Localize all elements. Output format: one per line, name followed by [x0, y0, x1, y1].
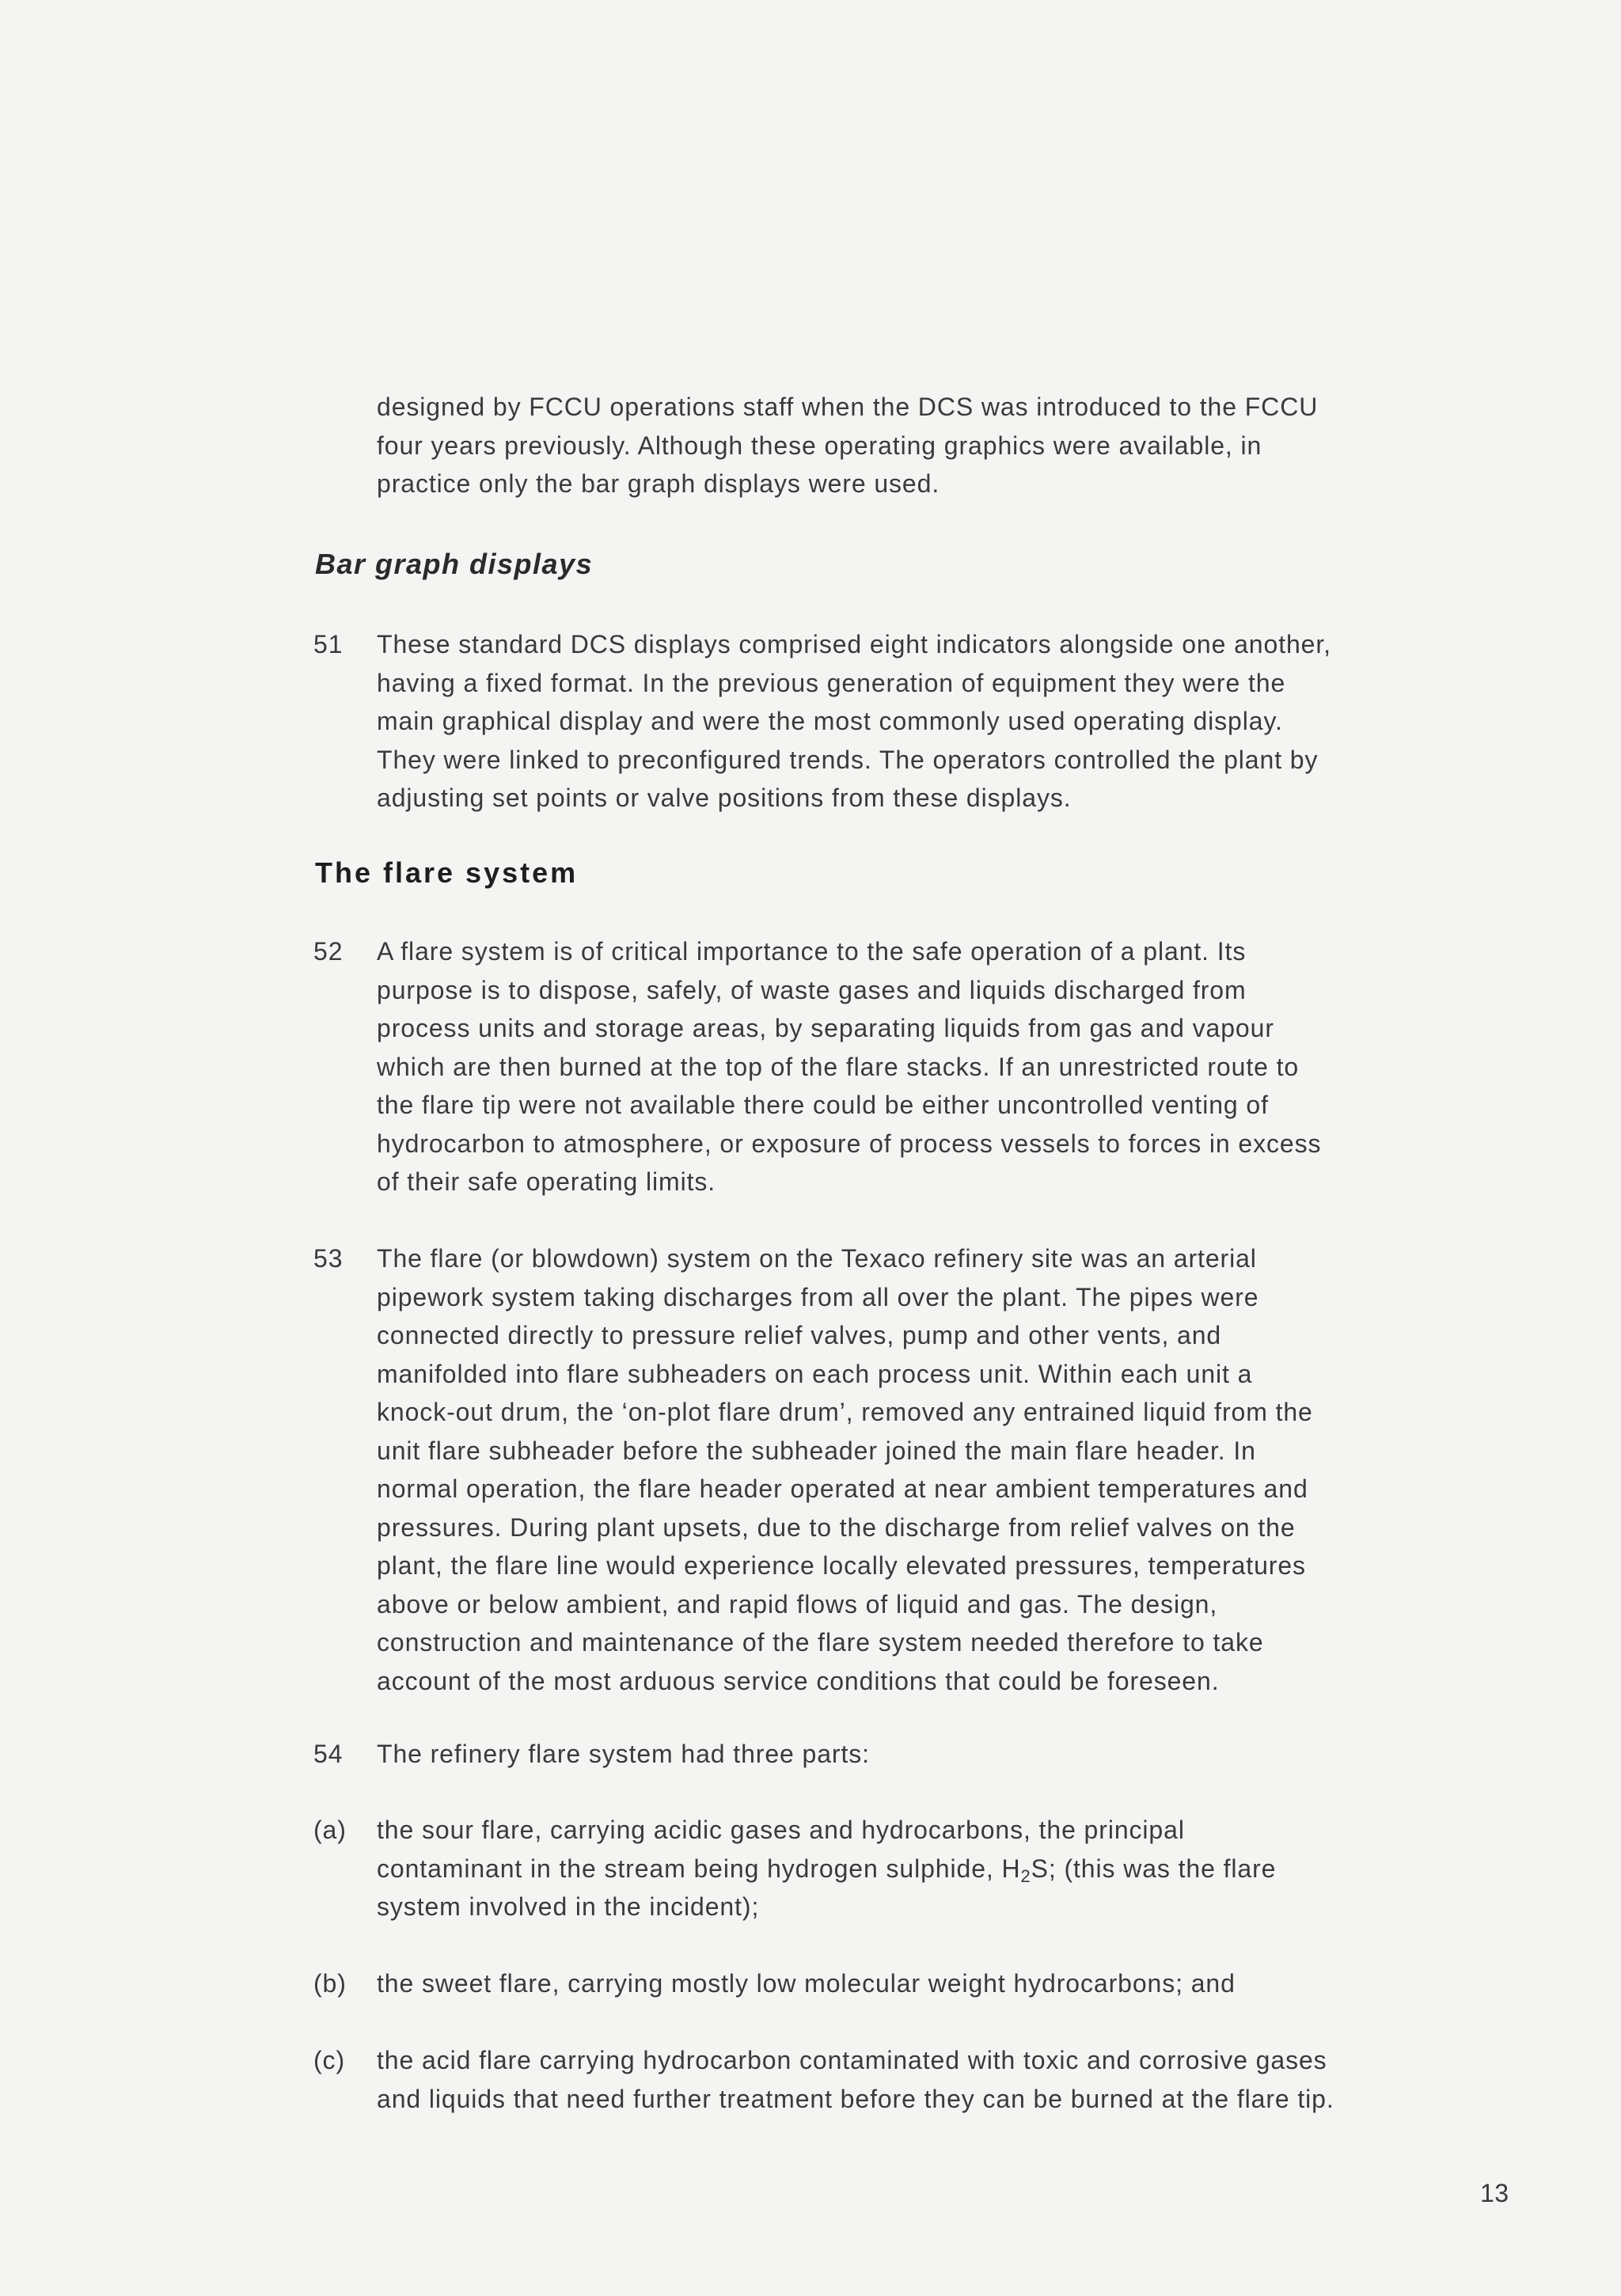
subscript-2: 2 — [1020, 1865, 1031, 1886]
heading-flare-system: The flare system — [315, 856, 579, 889]
list-label-c: (c) — [313, 2046, 346, 2074]
paragraph-54: The refinery flare system had three parts: — [377, 1740, 870, 1768]
paragraph-number-51: 51 — [313, 630, 344, 658]
opening-paragraph: designed by FCCU operations staff when the DCS was introduced to the FCCU four years previously. Although these operating graphics were available, in practice only the bar graph displays were used. — [377, 393, 1319, 498]
page-number: 13 — [1480, 2179, 1509, 2207]
paragraph-number-52: 52 — [313, 937, 344, 966]
paragraph-51: These standard DCS displays comprised eight indicators alongside one another, having a fixed format. In the previous generation of equipment they were the main graphical display and were the most commonly used operating display. They were linked to preconfigured trends. The operators controlled the plant by adjusting set points or valve positions from these displays. — [377, 630, 1331, 812]
list-label-b: (b) — [313, 1969, 347, 1998]
heading-bar-graph-displays: Bar graph displays — [315, 548, 594, 580]
list-item-a — [377, 1811, 1501, 1926]
paragraph-number-54: 54 — [313, 1740, 344, 1768]
paragraph-53: The flare (or blowdown) system on the Texaco refinery site was an arterial pipework system taking discharges from all over the plant. The pipes were connected directly to pressure relief valves, pump and other vents, and manifolded into flare subheaders on each process unit. Within each unit a knock-out drum, the ‘on-plot flare drum’, removed any entrained liquid from the unit flare subheader before the subheader joined the main flare header. In normal operation, the flare header operated at near ambient temperatures and pressures. During plant upsets, due to the discharge from relief valves on the plant, the flare line would experience locally elevated pressures, temperatures above or below ambient, and rapid flows of liquid and gas. The design, construction and maintenance of the flare system needed therefore to take account of the most arduous service conditions that could be foreseen. — [377, 1244, 1313, 1695]
list-label-a: (a) — [313, 1816, 347, 1844]
list-item-a-text-2: S; (this was the flare system involved in the incident); — [377, 1854, 1277, 1921]
paragraph-number-53: 53 — [313, 1244, 344, 1273]
paragraph-52: A flare system is of critical importance to the safe operation of a plant. Its purpose is to dispose, safely, of waste gases and liquids discharged from process units and storage areas, by separating liquids from gas and vapour which are then burned at the top of the flare stacks. If an unrestricted route to the flare tip were not available there could be either uncontrolled venting of hydrocarbon to atmosphere, or exposure of process vessels to forces in excess of their safe operating limits. — [377, 937, 1322, 1196]
list-item-a-text-1: the sour flare, carrying acidic gases and hydrocarbons, the principal contaminant in the stream being hydrogen sulphide, H — [377, 1816, 1185, 1883]
list-item-b: the sweet flare, carrying mostly low molecular weight hydrocarbons; and — [377, 1969, 1236, 1998]
list-item-c: the acid flare carrying hydrocarbon contaminated with toxic and corrosive gases and liquids that need further treatment before they can be burned at the flare tip. — [377, 2046, 1334, 2113]
